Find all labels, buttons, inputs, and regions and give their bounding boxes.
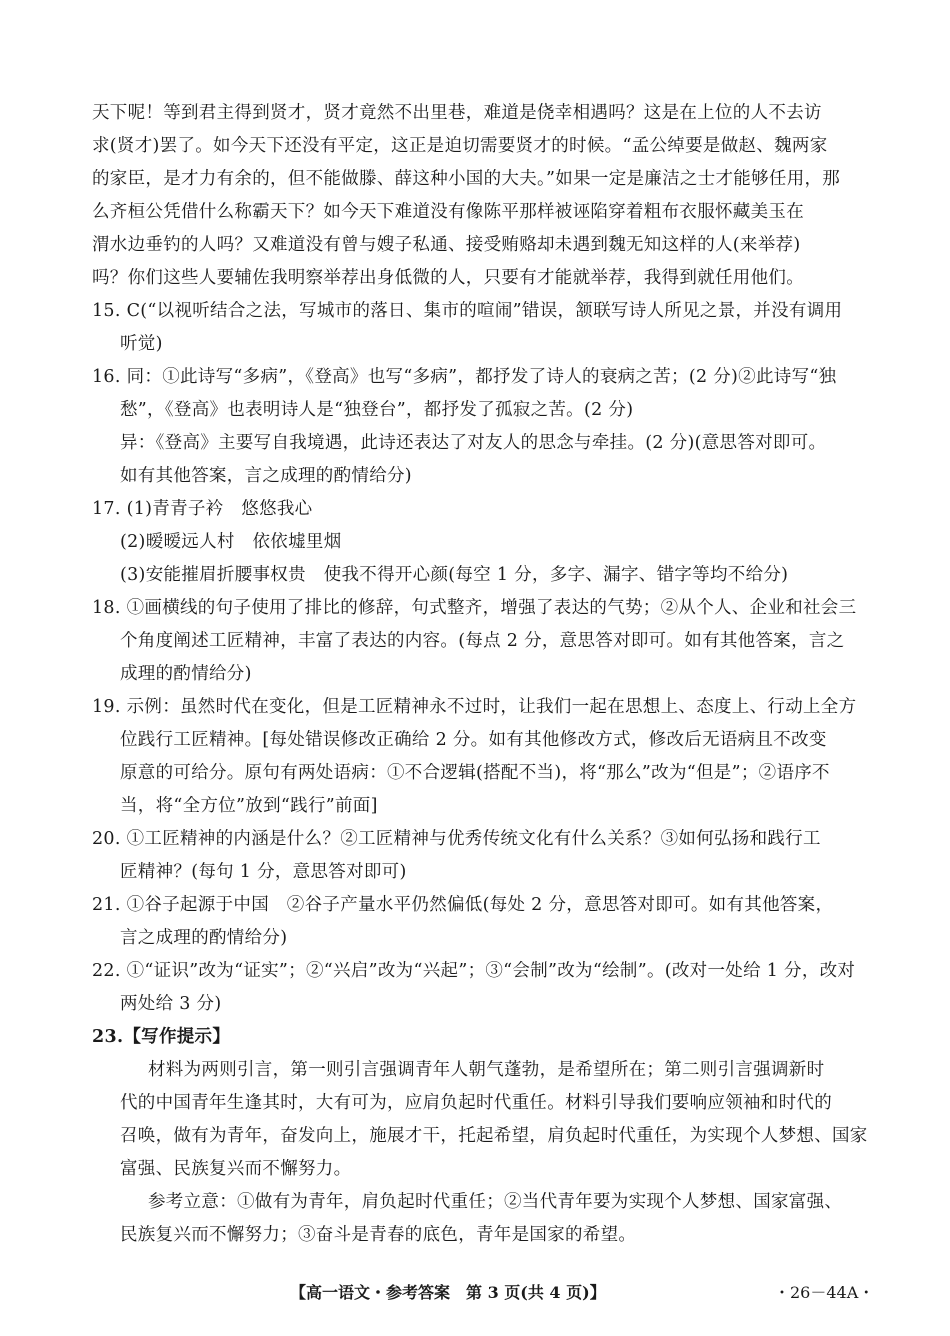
answer-22-cont: 两处给 3 分) bbox=[120, 994, 222, 1014]
answer-22: 22. ①“证识”改为“证实”；②“兴启”改为“兴起”；③“会制”改为“绘制”。(改对一处给 1 分，改对 bbox=[92, 961, 856, 981]
answer-16: 16. 同：①此诗写“多病”，《登高》也写“多病”，都抒发了诗人的衰病之苦；(2 分)②此诗写“独 bbox=[92, 367, 837, 387]
answer-18-cont: 成理的酌情给分) bbox=[120, 664, 252, 684]
answer-16-cont: 愁”，《登高》也表明诗人是“独登台”，都抒发了孤寂之苦。(2 分) bbox=[120, 400, 634, 420]
answer-17-1: 17. (1)青青子衿 悠悠我心 bbox=[92, 499, 313, 519]
translation-line: 吗？你们这些人要辅佐我明察举荐出身低微的人，只要有才能就举荐，我得到就任用他们。 bbox=[92, 268, 804, 288]
translation-line: 天下呢！等到君主得到贤才，贤才竟然不出里巷，难道是侥幸相遇吗？这是在上位的人不去访 bbox=[92, 103, 822, 123]
writing-tip-paragraph: 材料为两则引言，第一则引言强调青年人朝气蓬勃，是希望所在；第二则引言强调新时 bbox=[148, 1060, 825, 1080]
answer-16-cont: 如有其他答案，言之成理的酌情给分) bbox=[120, 466, 412, 486]
writing-tip-paragraph: 代的中国青年生逢其时，大有可为，应肩负起时代重任。材料引导我们要响应领袖和时代的 bbox=[120, 1093, 832, 1113]
footer-code: ・26－44A・ bbox=[774, 1283, 875, 1302]
reference-theme: 参考立意：①做有为青年，肩负起时代重任；②当代青年要为实现个人梦想、国家富强、 bbox=[148, 1192, 843, 1212]
translation-line: 求(贤才)罢了。如今天下还没有平定，这正是迫切需要贤才的时候。“孟公绰要是做赵、魏两家 bbox=[92, 136, 828, 156]
answer-21: 21. ①谷子起源于中国 ②谷子产量水平仍然偏低(每处 2 分，意思答对即可。如有其他答案， bbox=[92, 895, 834, 915]
answer-16-diff: 异：《登高》主要写自我境遇，此诗还表达了对友人的思念与牵挂。(2 分)(意思答对即可。 bbox=[120, 433, 827, 453]
answer-19: 19. 示例：虽然时代在变化，但是工匠精神永不过时，让我们一起在思想上、态度上、行动上全方 bbox=[92, 697, 857, 717]
answer-20-cont: 匠精神？(每句 1 分，意思答对即可) bbox=[120, 862, 407, 882]
translation-line: 么齐桓公凭借什么称霸天下？如今天下难道没有像陈平那样被诬陷穿着粗布衣服怀藏美玉在 bbox=[92, 202, 804, 222]
answer-19-cont: 位践行工匠精神。[每处错误修改正确给 2 分。如有其他修改方式，修改后无语病且不改变 bbox=[120, 730, 827, 750]
answer-17-3: (3)安能摧眉折腰事权贵 使我不得开心颜(每空 1 分，多字、漏字、错字等均不给分) bbox=[120, 565, 789, 585]
answer-17-2: (2)暧暧远人村 依依墟里烟 bbox=[120, 532, 342, 552]
translation-line: 的家臣，是才力有余的，但不能做滕、薛这种小国的大夫。”如果一定是廉洁之士才能够任用，那 bbox=[92, 169, 841, 189]
answer-19-cont: 原意的可给分。原句有两处语病：①不合逻辑(搭配不当)，将“那么”改为“但是”；②语序不 bbox=[120, 763, 830, 783]
answer-23-heading: 23.【写作提示】 bbox=[92, 1027, 231, 1047]
answer-15: 15. C(“以视听结合之法，写城市的落日、集市的喧闹”错误，颔联写诗人所见之景，并没有调用 bbox=[92, 301, 843, 321]
answer-20: 20. ①工匠精神的内涵是什么？②工匠精神与优秀传统文化有什么关系？③如何弘扬和践行工 bbox=[92, 829, 821, 849]
answer-18-cont: 个角度阐述工匠精神，丰富了表达的内容。(每点 2 分，意思答对即可。如有其他答案，言之 bbox=[120, 631, 845, 651]
writing-tip-paragraph: 富强、民族复兴而不懈努力。 bbox=[120, 1159, 352, 1179]
writing-tip-paragraph: 召唤，做有为青年，奋发向上，施展才干，托起希望，肩负起时代重任，为实现个人梦想、国家 bbox=[120, 1126, 868, 1146]
reference-theme: 民族复兴而不懈努力；③奋斗是青春的底色，青年是国家的希望。 bbox=[120, 1225, 637, 1245]
answer-21-cont: 言之成理的酌情给分) bbox=[120, 928, 288, 948]
answer-19-cont: 当，将“全方位”放到“践行”前面] bbox=[120, 796, 378, 816]
translation-line: 渭水边垂钓的人吗？又难道没有曾与嫂子私通、接受贿赂却未遇到魏无知这样的人(来举荐) bbox=[92, 235, 801, 255]
answer-18: 18. ①画横线的句子使用了排比的修辞，句式整齐，增强了表达的气势；②从个人、企业和社会三 bbox=[92, 598, 857, 618]
answer-15-cont: 听觉) bbox=[120, 334, 163, 354]
footer-page-info: 【高一语文・参考答案 第 3 页(共 4 页)】 bbox=[290, 1283, 606, 1302]
